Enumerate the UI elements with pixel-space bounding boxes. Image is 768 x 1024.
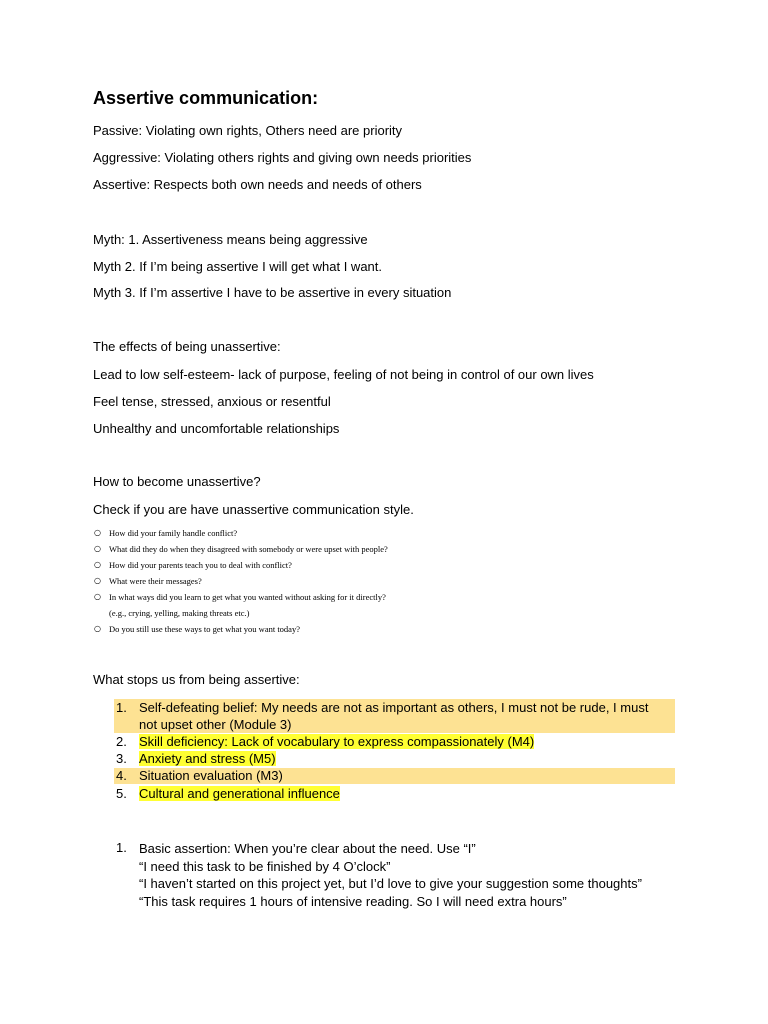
circle-bullet-icon: ○ xyxy=(94,560,101,569)
effect-item: Lead to low self-esteem- lack of purpose, feeling of not being in control of our own lives xyxy=(93,367,594,382)
myth-2: Myth 2. If I’m being assertive I will get what I want. xyxy=(93,259,383,274)
style-passive: Passive: Violating own rights, Others need are priority xyxy=(93,123,403,138)
assertion-example: “This task requires 1 hours of intensive reading. So I will need extra hours” xyxy=(139,893,567,909)
stop-item-line: Self-defeating belief: My needs are not as important as others, I must not be rude, I must xyxy=(139,700,649,715)
assertion-number: 1. xyxy=(116,840,127,855)
assertion-example: “I haven’t started on this project yet, but I’d love to give your suggestion some thoughts” xyxy=(139,876,642,891)
question-item: ○ How did your parents teach you to deal with conflict? xyxy=(93,557,388,573)
assertion-example: “I need this task to be finished by 4 O’clock” xyxy=(139,858,391,874)
circle-bullet-icon: ○ xyxy=(94,544,101,553)
question-item: ○ What were their messages? xyxy=(93,573,388,589)
check-line: Check if you are have unassertive communication style. xyxy=(93,502,414,517)
stop-item: Cultural and generational influence xyxy=(139,786,340,801)
myth-1: Myth: 1. Assertiveness means being aggressive xyxy=(93,232,368,247)
effects-heading: The effects of being unassertive: xyxy=(93,339,281,354)
document-title: Assertive communication: xyxy=(93,88,319,108)
stop-number: 3. xyxy=(116,751,127,766)
question-continuation: (e.g., crying, yelling, making threats etc.) xyxy=(109,608,250,618)
style-assertive: Assertive: Respects both own needs and needs of others xyxy=(93,177,422,192)
how-heading: How to become unassertive? xyxy=(93,474,261,489)
stop-item: Anxiety and stress (M5) xyxy=(139,751,276,766)
myth-3: Myth 3. If I’m assertive I have to be assertive in every situation xyxy=(93,285,452,300)
circle-bullet-icon: ○ xyxy=(94,576,101,585)
stop-item-line: not upset other (Module 3) xyxy=(139,717,292,732)
stop-number: 1. xyxy=(116,700,127,715)
question-item: ○ In what ways did you learn to get what you wanted without asking for it directly? xyxy=(93,589,388,605)
circle-bullet-icon: ○ xyxy=(94,592,101,601)
question-item: ○ What did they do when they disagreed with somebody or were upset with people? xyxy=(93,541,388,557)
stop-item: Situation evaluation (M3) xyxy=(139,768,283,783)
circle-bullet-icon: ○ xyxy=(94,528,101,537)
assertion-block xyxy=(139,840,642,910)
stop-number: 2. xyxy=(116,734,127,749)
stop-number: 5. xyxy=(116,786,127,801)
effect-item: Feel tense, stressed, anxious or resentful xyxy=(93,394,331,409)
question-list xyxy=(93,525,388,637)
style-aggressive: Aggressive: Violating others rights and giving own needs priorities xyxy=(93,150,472,165)
assertion-line: Basic assertion: When you’re clear about the need. Use “I” xyxy=(139,841,476,856)
stop-item: Skill deficiency: Lack of vocabulary to express compassionately (M4) xyxy=(139,734,535,749)
stops-heading: What stops us from being assertive: xyxy=(93,672,300,687)
circle-bullet-icon: ○ xyxy=(94,624,101,633)
question-item: ○ How did your family handle conflict? xyxy=(93,525,388,541)
effect-item: Unhealthy and uncomfortable relationships xyxy=(93,421,340,436)
question-item: ○ Do you still use these ways to get what you want today? xyxy=(93,621,388,637)
stop-number: 4. xyxy=(116,768,127,783)
